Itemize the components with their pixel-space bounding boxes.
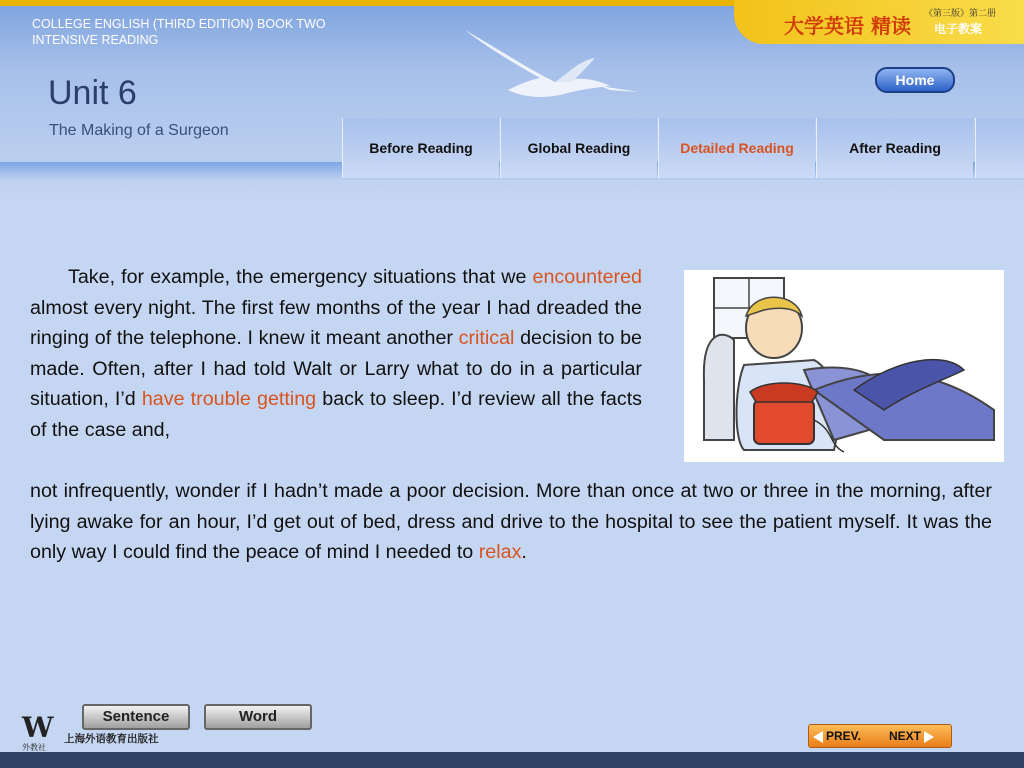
publisher-logo (22, 711, 54, 753)
prev-button[interactable] (813, 725, 861, 747)
logo-letter: W (22, 711, 54, 744)
doctor-on-phone-illustration (684, 270, 1004, 462)
prev-arrow-icon (813, 731, 823, 743)
section-tabs (342, 118, 974, 178)
badge-subtitle: 电子教案 (934, 22, 983, 36)
text-run: . (521, 541, 527, 564)
reading-paragraph-1 (30, 262, 642, 446)
product-badge (734, 0, 1024, 44)
home-button[interactable]: Home (875, 67, 955, 93)
badge-edition: 《第三版》第二册 (924, 9, 997, 19)
logo-caption: 外教社 (22, 743, 46, 752)
vocab-highlight-critical[interactable]: critical (458, 327, 515, 350)
next-arrow-icon (924, 731, 934, 743)
sentence-button[interactable]: Sentence (82, 704, 190, 730)
publisher-name: 上海外语教育出版社 (64, 733, 159, 745)
course-title (32, 16, 326, 48)
next-button[interactable] (889, 725, 934, 747)
course-line-2: INTENSIVE READING (32, 33, 159, 47)
tab-detailed-reading[interactable]: Detailed Reading (658, 118, 815, 178)
text-run: almost every night. The first few months of the year I had dreaded the ringing of the telephone. I knew it meant another (30, 296, 642, 350)
tab-global-reading[interactable]: Global Reading (500, 118, 657, 178)
unit-subtitle: The Making of a Surgeon (49, 122, 229, 139)
footer-bar (0, 752, 1024, 768)
word-button[interactable]: Word (204, 704, 312, 730)
vocab-highlight-relax[interactable]: relax (478, 541, 522, 564)
page-navigation (808, 724, 952, 748)
reading-paragraph-2 (30, 476, 992, 568)
course-line-1: COLLEGE ENGLISH (THIRD EDITION) BOOK TWO (32, 17, 326, 31)
text-run: decision to be made. Often, after I had told Walt or Larry what to do in a particular situation, I’d (30, 327, 642, 411)
text-run: Take, for example, the emergency situations that we (68, 266, 533, 288)
tab-spacer (975, 118, 1024, 178)
prev-label: PREV. (826, 729, 861, 743)
text-run: back to sleep. I’d review all the facts of the case and, (30, 388, 643, 441)
text-run: not infrequently, wonder if I hadn’t made a poor decision. More than once at two or three in the morning, after lying awake for an hour, I’d get out of bed, dress and drive to the hospital to see the patient myself. It was the only way I could find the peace of mind I needed to (30, 480, 992, 564)
unit-title: Unit 6 (48, 74, 137, 112)
vocab-highlight-have-trouble-getting[interactable]: have trouble getting (141, 388, 317, 411)
vocab-highlight-encountered[interactable]: encountered (532, 266, 642, 288)
tab-after-reading[interactable]: After Reading (816, 118, 973, 178)
next-label: NEXT (889, 729, 922, 743)
tab-before-reading[interactable]: Before Reading (342, 118, 499, 178)
badge-title: 大学英语 精读 (784, 14, 911, 38)
swan-icon (460, 20, 640, 110)
